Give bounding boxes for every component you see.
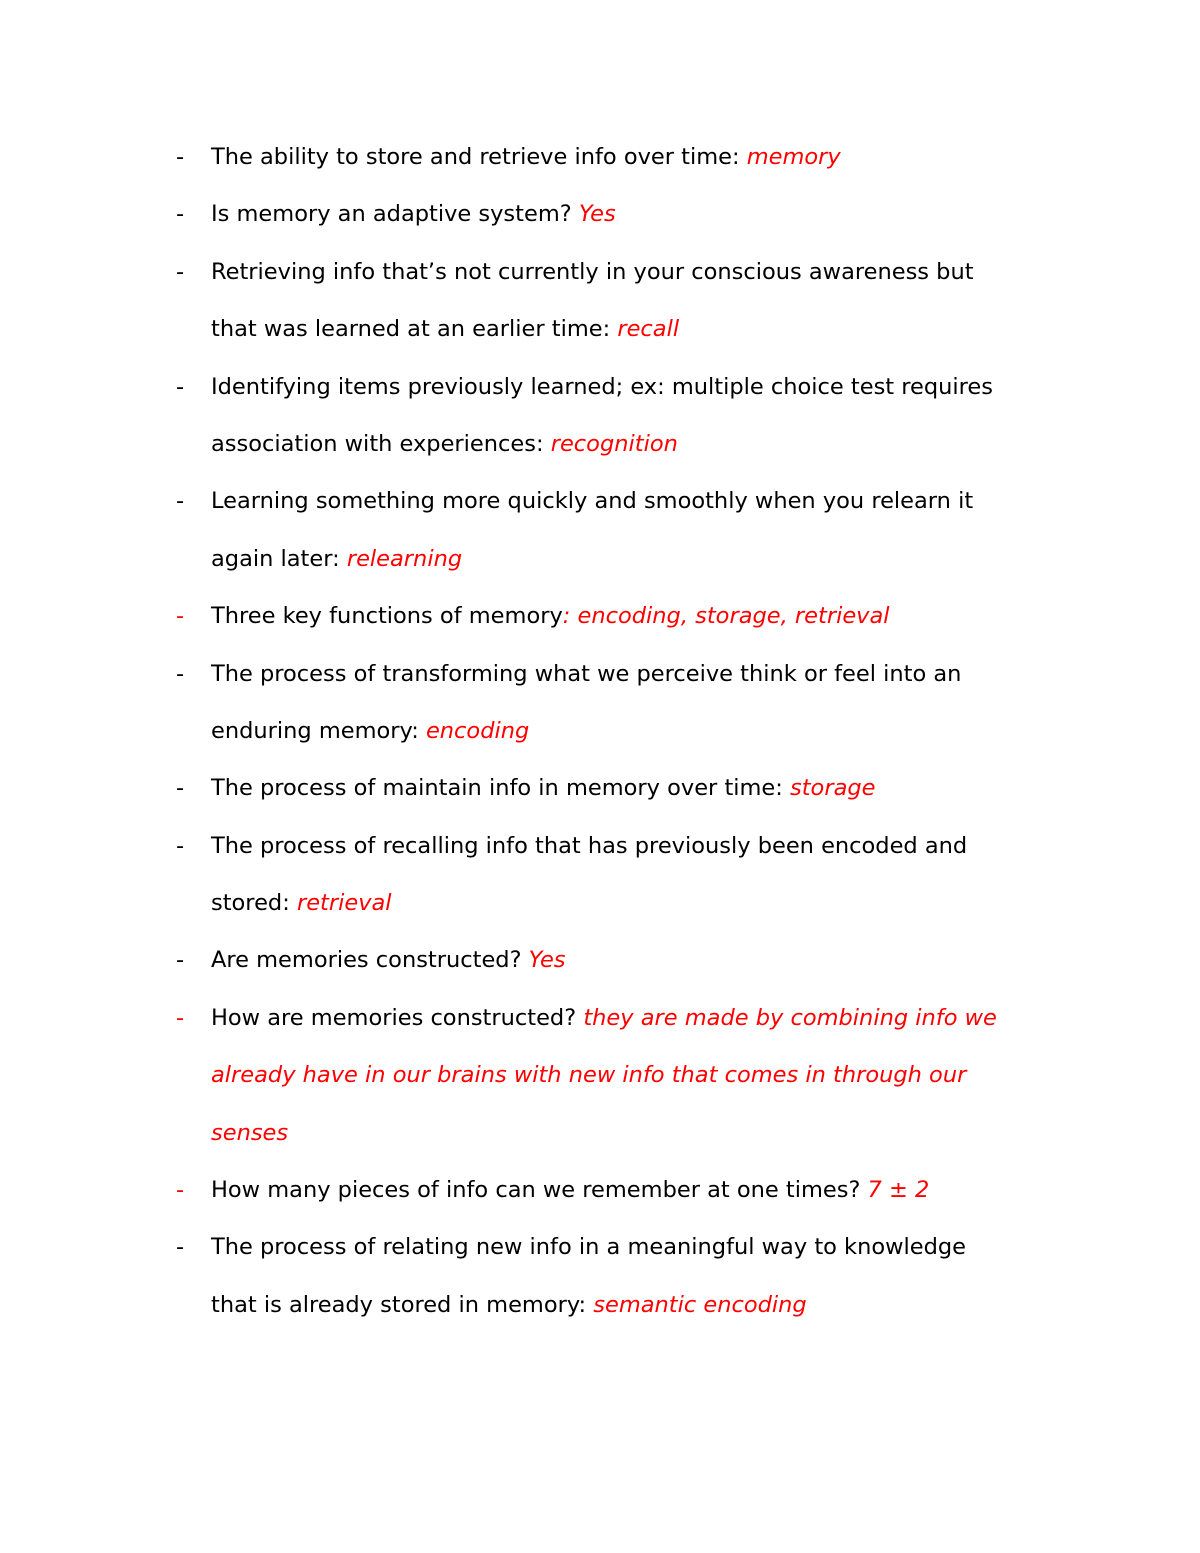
note-line (0, 473, 1200, 530)
note-text (211, 1105, 288, 1162)
note-line (0, 1047, 1200, 1104)
question-text: again later: (211, 545, 347, 572)
note-text (211, 359, 993, 416)
note-text (211, 129, 841, 186)
question-text: The process of relating new info in a meaningful way to knowledge (211, 1234, 967, 1261)
question-text: enduring memory: (211, 717, 426, 744)
answer-text: encoding (425, 717, 530, 744)
note-line (0, 301, 1200, 358)
answer-text: memory (746, 144, 841, 170)
memory-notes-list (0, 129, 1200, 1334)
question-text: Identifying items previously learned; ex: multiple choice test requires (211, 373, 993, 400)
bullet-dash: - (176, 201, 185, 228)
answer-text: : encoding, storage, retrieval (562, 603, 890, 630)
question-text: Are memories constructed? (211, 947, 529, 974)
bullet-dash: - (176, 660, 185, 687)
bullet-dash: - (176, 373, 185, 400)
answer-text: recognition (550, 430, 678, 457)
answer-text: already have in our brains with new info that comes in through our (211, 1062, 967, 1089)
note-line (0, 359, 1200, 416)
note-line (0, 588, 1200, 645)
bullet-dash: - (176, 1177, 185, 1204)
answer-text: 7 ± 2 (867, 1177, 930, 1204)
note-line (0, 818, 1200, 875)
note-line (0, 932, 1200, 989)
question-text: stored: (211, 890, 297, 917)
answer-text: recall (617, 316, 680, 343)
answer-text: Yes (578, 201, 616, 228)
question-text: Retrieving info that’s not currently in your conscious awareness but (211, 258, 974, 285)
question-text: Three key functions of memory (211, 603, 563, 630)
question-text: association with experiences: (211, 430, 551, 457)
note-text (211, 301, 679, 358)
note-text (211, 186, 616, 243)
note-text (211, 760, 876, 817)
note-line (0, 875, 1200, 932)
note-text (211, 416, 678, 473)
note-line (0, 1219, 1200, 1276)
answer-text: retrieval (296, 890, 392, 917)
answer-text: they are made by combining info we (583, 1004, 997, 1031)
answer-text: relearning (346, 545, 463, 572)
answer-text: semantic encoding (593, 1291, 807, 1318)
bullet-dash: - (176, 488, 185, 515)
note-text (211, 990, 997, 1047)
bullet-dash: - (176, 1004, 185, 1031)
note-line (0, 646, 1200, 703)
bullet-dash: - (176, 144, 185, 170)
note-text (211, 588, 890, 645)
answer-text: storage (790, 775, 876, 802)
note-text (211, 1047, 966, 1104)
note-line (0, 760, 1200, 817)
bullet-dash: - (176, 603, 185, 630)
note-line (0, 416, 1200, 473)
answer-text: Yes (528, 947, 566, 974)
question-text: The ability to store and retrieve info over time: (211, 144, 747, 170)
question-text: The process of recalling info that has previously been encoded and (211, 832, 968, 859)
note-line (0, 186, 1200, 243)
question-text: Learning something more quickly and smoothly when you relearn it (211, 488, 974, 515)
note-text (211, 646, 961, 703)
bullet-dash: - (176, 832, 185, 859)
question-text: How are memories constructed? (211, 1004, 584, 1031)
question-text: Is memory an adaptive system? (211, 201, 579, 228)
note-line (0, 531, 1200, 588)
question-text: that is already stored in memory: (211, 1291, 594, 1318)
note-text (211, 1277, 807, 1334)
note-text (211, 818, 967, 875)
bullet-dash: - (176, 775, 185, 802)
answer-text: senses (211, 1119, 289, 1146)
note-text (211, 1219, 966, 1276)
note-text (211, 875, 392, 932)
note-line (0, 129, 1200, 186)
note-line (0, 1105, 1200, 1162)
question-text: The process of maintain info in memory over time: (211, 775, 791, 802)
note-text (211, 1162, 929, 1219)
bullet-dash: - (176, 947, 185, 974)
note-text (211, 531, 462, 588)
note-line (0, 1277, 1200, 1334)
note-line (0, 1162, 1200, 1219)
question-text: How many pieces of info can we remember at one times? (211, 1177, 868, 1204)
note-text (211, 703, 529, 760)
question-text: that was learned at an earlier time: (211, 316, 618, 343)
note-text (211, 244, 974, 301)
note-line (0, 990, 1200, 1047)
note-line (0, 703, 1200, 760)
bullet-dash: - (176, 1234, 185, 1261)
bullet-dash: - (176, 258, 185, 285)
question-text: The process of transforming what we perceive think or feel into an (211, 660, 962, 687)
note-line (0, 244, 1200, 301)
note-text (211, 932, 566, 989)
note-text (211, 473, 973, 530)
